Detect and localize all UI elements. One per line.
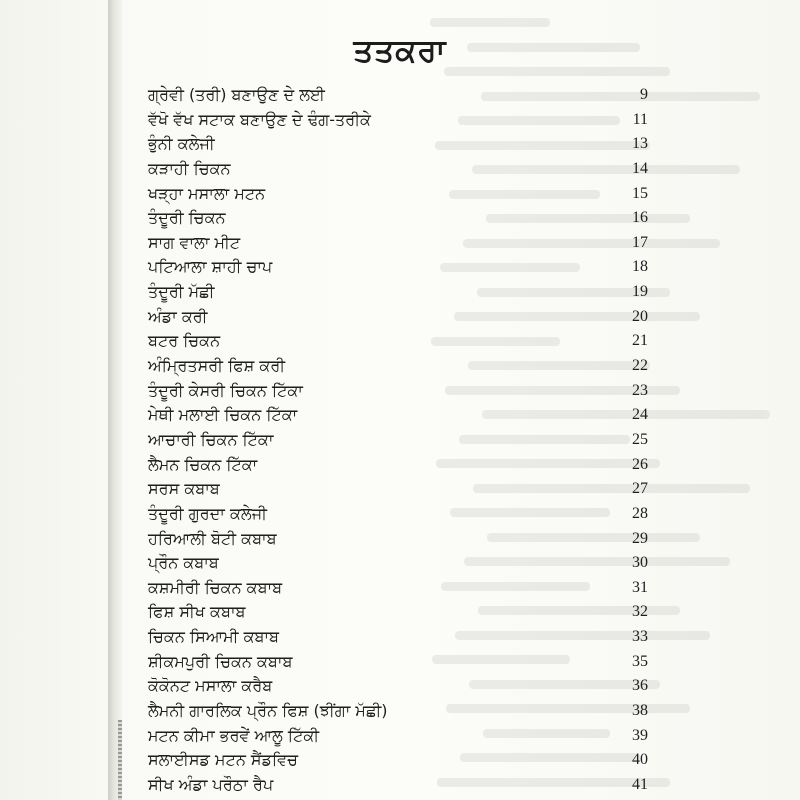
- toc-entry-title: ਗ੍ਰੇਵੀ (ਤਰੀ) ਬਣਾਉਣ ਦੇ ਲਈ: [148, 85, 325, 104]
- toc-entry-page-number: 38: [632, 702, 648, 720]
- toc-entry: [148, 329, 648, 354]
- toc-entry-page-number: 11: [632, 110, 648, 128]
- toc-entry-title: ਮੇਥੀ ਮਲਾਈ ਚਿਕਨ ਟਿੱਕਾ: [148, 405, 298, 425]
- toc-entry-title: ਹਰਿਆਲੀ ਬੋਟੀ ਕਬਾਬ: [148, 528, 277, 548]
- toc-entry-page-number: 14: [632, 159, 648, 177]
- toc-entry: [148, 477, 648, 502]
- toc-entry: [148, 699, 648, 724]
- toc-entry-page-number: 22: [632, 357, 648, 375]
- toc-entry: [148, 379, 648, 404]
- toc-entry: [148, 724, 648, 749]
- toc-entry-title: ਪਟਿਆਲਾ ਸ਼ਾਹੀ ਚਾਪ: [148, 257, 273, 277]
- toc-entry: [148, 748, 648, 773]
- toc-entry: [148, 600, 648, 625]
- toc-entry-page-number: 30: [632, 554, 648, 572]
- book-spine-edge: [118, 720, 122, 800]
- toc-entry-page-number: 16: [632, 209, 648, 227]
- toc-entry: [148, 502, 648, 527]
- toc-entry-title: ਚਿਕਨ ਸਿਆਮੀ ਕਬਾਬ: [148, 627, 280, 647]
- toc-entry-page-number: 33: [632, 628, 648, 646]
- toc-entry-title: ਫਿਸ਼ ਸੀਖ ਕਬਾਬ: [148, 602, 246, 622]
- toc-entry-page-number: 24: [632, 406, 648, 424]
- toc-entry-title: ਸਲਾਈਸਡ ਮਟਨ ਸੈਂਡਵਿਚ: [148, 750, 298, 770]
- toc-entry: [148, 231, 648, 256]
- toc-entry-title: ਸ਼ੀਕਮਪੁਰੀ ਚਿਕਨ ਕਬਾਬ: [148, 651, 293, 671]
- toc-entry-title: ਸਾਗ ਵਾਲਾ ਮੀਟ: [148, 232, 241, 252]
- toc-entry-title: ਕਸ਼ਮੀਰੀ ਚਿਕਨ ਕਬਾਬ: [148, 577, 283, 597]
- toc-entry-title: ਮਟਨ ਕੀਮਾ ਭਰਵੇਂ ਆਲੂ ਟਿੱਕੀ: [148, 725, 320, 745]
- toc-entry-title: ਸਰਸ ਕਬਾਬ: [148, 479, 220, 499]
- toc-entry: [148, 527, 648, 552]
- toc-entry-page-number: 39: [632, 726, 648, 744]
- toc-entry-title: ਲੈਮਨੀ ਗਾਰਲਿਕ ਪ੍ਰੌਨ ਫਿਸ਼ (ਝੀਂਗਾ ਮੱਛੀ): [148, 701, 388, 721]
- toc-entry-title: ਆਚਾਰੀ ਚਿਕਨ ਟਿੱਕਾ: [148, 429, 274, 449]
- toc-entry: [148, 674, 648, 699]
- toc-entry: [148, 773, 648, 798]
- toc-entry-page-number: 28: [632, 504, 648, 522]
- toc-entry: [148, 354, 648, 379]
- toc-entry-page-number: 15: [632, 184, 648, 202]
- toc-entry-page-number: 32: [632, 603, 648, 621]
- toc-entry-page-number: 17: [632, 233, 648, 251]
- toc-entry-title: ਤੰਦੂਰੀ ਗੁਰਦਾ ਕਲੇਜੀ: [148, 503, 267, 523]
- toc-entry-title: ਵੱਖੋ ਵੱਖ ਸਟਾਕ ਬਣਾਉਣ ਦੇ ਢੰਗ-ਤਰੀਕੇ: [148, 109, 371, 129]
- toc-entry: [148, 428, 648, 453]
- toc-entry-page-number: 25: [632, 430, 648, 448]
- table-of-contents: [148, 83, 648, 798]
- toc-entry-page-number: 35: [632, 652, 648, 670]
- toc-entry: [148, 551, 648, 576]
- toc-entry-title: ਬਟਰ ਚਿਕਨ: [148, 331, 221, 351]
- toc-entry: [148, 576, 648, 601]
- toc-entry-page-number: 13: [632, 135, 648, 153]
- toc-entry-page-number: 36: [632, 677, 648, 695]
- toc-entry-page-number: 41: [632, 775, 648, 793]
- toc-heading: ਤਤਕਰਾ: [353, 32, 447, 69]
- toc-entry: [148, 255, 648, 280]
- toc-entry-title: ਕੋਕੋਨਟ ਮਸਾਲਾ ਕਰੈਬ: [148, 676, 273, 696]
- toc-entry-title: ਕੜਾਹੀ ਚਿਕਨ: [148, 158, 231, 178]
- toc-entry-title: ਤੰਦੂਰੀ ਕੇਸਰੀ ਚਿਕਨ ਟਿੱਕਾ: [148, 380, 303, 400]
- show-through-line: [430, 18, 550, 27]
- book-spine: [108, 0, 122, 800]
- toc-entry: [148, 182, 648, 207]
- toc-entry-page-number: 27: [632, 480, 648, 498]
- toc-entry: [148, 403, 648, 428]
- toc-entry-title: ਲੈਮਨ ਚਿਕਨ ਟਿੱਕਾ: [148, 454, 258, 474]
- toc-entry-page-number: 9: [640, 86, 648, 103]
- toc-entry-page-number: 18: [632, 258, 648, 276]
- toc-entry-title: ਭੁੰਨੀ ਕਲੇਜੀ: [148, 134, 215, 154]
- toc-entry-title: ਸੀਖ ਅੰਡਾ ਪਰੌਠਾ ਰੈਪ: [148, 774, 274, 794]
- toc-entry-title: ਅੰਮ੍ਰਿਤਸਰੀ ਫਿਸ਼ ਕਰੀ: [148, 356, 286, 376]
- toc-entry: [148, 280, 648, 305]
- toc-entry: [148, 108, 648, 133]
- toc-entry-page-number: 40: [632, 751, 648, 769]
- toc-entry-page-number: 19: [632, 283, 648, 301]
- toc-entry-title: ਖੜ੍ਹਾ ਮਸਾਲਾ ਮਟਨ: [148, 183, 266, 203]
- toc-entry: [148, 305, 648, 330]
- toc-entry: [148, 83, 648, 108]
- toc-entry: [148, 206, 648, 231]
- toc-entry-title: ਪ੍ਰੌਨ ਕਬਾਬ: [148, 553, 219, 573]
- toc-entry-page-number: 31: [632, 578, 648, 596]
- toc-entry-title: ਤੰਦੂਰੀ ਚਿਕਨ: [148, 208, 226, 228]
- toc-entry-title: ਤੰਦੂਰੀ ਮੱਛੀ: [148, 282, 215, 302]
- toc-entry: [148, 650, 648, 675]
- toc-entry: [148, 157, 648, 182]
- toc-entry-title: ਅੰਡਾ ਕਰੀ: [148, 306, 208, 326]
- toc-entry-page-number: 21: [632, 332, 648, 350]
- toc-entry: [148, 453, 648, 478]
- toc-entry: [148, 132, 648, 157]
- toc-entry-page-number: 29: [632, 529, 648, 547]
- toc-entry-page-number: 26: [632, 455, 648, 473]
- toc-entry-page-number: 23: [632, 381, 648, 399]
- toc-entry: [148, 625, 648, 650]
- toc-entry-page-number: 20: [632, 307, 648, 325]
